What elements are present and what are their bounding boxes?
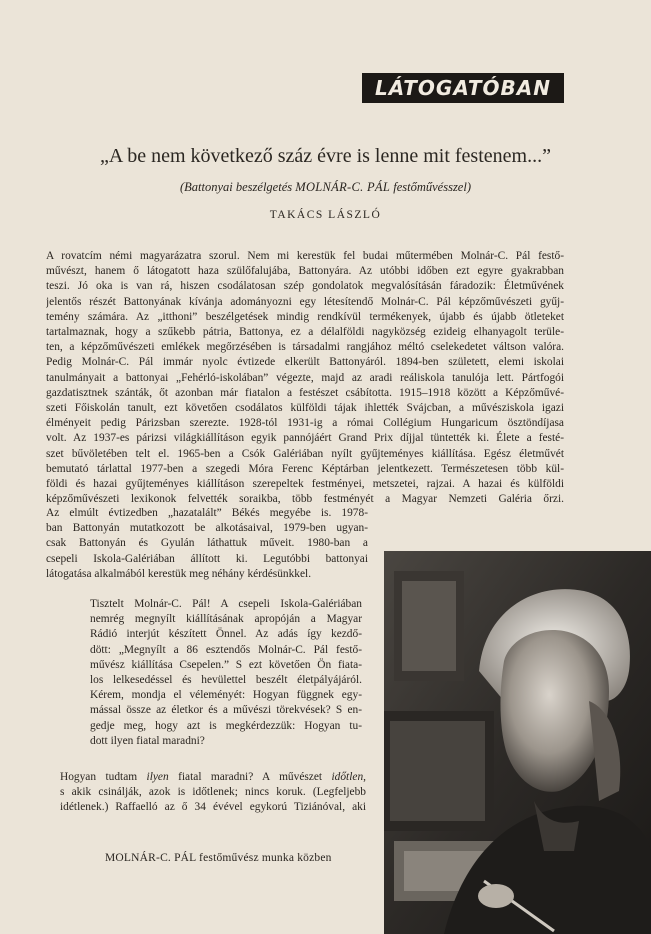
question-line: művész kiállítása Csepelen.” S ezt követően Ön fiata- — [90, 658, 362, 671]
intro-line: csepeli Iskola-Galériában állított ki. Legutóbbi battonyai — [46, 552, 368, 565]
question-line: gedje meg, hogy azt is megkérdezzük: Hogyan tu- — [90, 719, 362, 732]
article-subtitle — [60, 180, 591, 195]
answer-line — [60, 770, 366, 785]
answer-emphasis: időtlen — [331, 771, 364, 783]
intro-line: szet bűvöletében telt el. 1965-ben a Csók Galériában nyílt gyűjteményes kiállítása. Egész életművét — [46, 447, 564, 460]
intro-line: élményeit pedig Párizsban szerezte. 1928-tól 1931-ig a római Collégium Hungaricum ösztöndíjasa — [46, 417, 564, 430]
painter-photo-image — [384, 551, 651, 934]
answer-emphasis: ilyen — [146, 771, 169, 783]
intro-line: ban Battonyán mutatkozott be alkotásaival, 1979-ben ugyan- — [46, 522, 368, 535]
question-line: Tisztelt Molnár-C. Pál! A csepeli Iskola-Galériában — [90, 598, 362, 610]
answer-line: s akik csinálják, azok is időtlenek; nincs koruk. (Legfeljebb — [60, 786, 366, 799]
answer-text: , — [363, 771, 366, 783]
intro-line: képzőművészeti lexikonok felvették soraikba, több festményét a Magyar Nemzeti Galéria őrzi. — [46, 493, 564, 506]
question-line: dött: „Megnyílt a 86 esztendős Molnár-C. Pál festő- — [90, 643, 362, 656]
intro-line: látogatása alkalmából kerestük meg néhány kérdésünkkel. — [46, 567, 312, 580]
intro-line: csak Battonyán és Gyulán láthattuk műveit. 1980-ban a — [46, 537, 368, 550]
painter-photo — [384, 551, 651, 934]
caption-text: festőművész munka közben — [195, 852, 332, 864]
article-headline: „A be nem következő száz évre is lenne mit festenem...” — [100, 145, 551, 167]
article-author: TAKÁCS LÁSZLÓ — [269, 209, 382, 221]
question-line: nemrég megnyílt kiállításának apropóján a Magyar — [90, 613, 362, 626]
intro-line: ten, a képzőművészeti emlékek megőrzésében is társadalmi rangjához méltó cselekedetet váltson valóra. — [46, 341, 564, 354]
intro-line: földi és hazai gyűjteményes kiállításon szerepeltek festményei, metszetei, rajzai. A hazai és külföldi — [46, 478, 564, 491]
caption-name: MOLNÁR-C. PÁL — [105, 852, 196, 864]
subtitle-name: MOLNÁR-C. PÁL — [295, 180, 391, 194]
question-line: los lelkesedéssel és hevülettel beszélt életpályájáról. — [90, 674, 362, 687]
question-line: Kérem, mondja el véleményét: Hogyan függnek egy- — [90, 689, 362, 702]
section-banner-label: LÁTOGATÓBAN — [374, 76, 552, 100]
photo-caption — [105, 852, 375, 864]
answer-text: Hogyan tudtam — [60, 771, 147, 783]
question-line: Rádió interjút készített Önnel. Az adás így kezdő- — [90, 628, 362, 641]
section-banner — [362, 73, 564, 103]
intro-line: volt. Az 1937-es párizsi világkiállításon egyik pannójáért Grand Prix díjjal tüntették ki. Élete a festé- — [46, 432, 564, 445]
interview-question — [90, 597, 362, 749]
intro-line: jelentős részét Battonyának kívánja adományozni egy létesítendő Molnár-C. Pál képzőművészeti gyűj- — [46, 295, 564, 308]
intro-line: tartalmaznak, hogy a szűkebb pátria, Battonya, ez a délalföldi nagyközség ezideig elhanyagolt terüle- — [46, 326, 564, 339]
intro-line: Az elmúlt évtizedben „hazatalált” Békés megyébe is. 1978- — [46, 507, 368, 519]
intro-line: bemutató tárlattal 1977-ben a szegedi Móra Ferenc Képtárban jelentkezett. Természetesen több kül- — [46, 462, 564, 475]
intro-line: tanulmányait a battonyai „Fehérló-iskolában” végezte, majd az aradi reáliskola tanulója lett. Pártfogói — [46, 371, 564, 384]
question-line: mással össze az életkor és a művészi törekvések? S en- — [90, 704, 362, 717]
answer-text: fiatal maradni? A művészet — [168, 771, 332, 783]
subtitle-suffix: festőművésszel) — [390, 180, 471, 194]
subtitle-prefix: (Battonyai beszélgetés — [179, 180, 296, 194]
question-line: dott ilyen fiatal maradni? — [90, 734, 205, 747]
intro-paragraph-continued — [46, 506, 368, 582]
intro-line: Pedig Molnár-C. Pál immár nyolc évtizede elkerült Battonyáról. 1894-ben született, elemi iskolai — [46, 356, 564, 369]
intro-line: művészt, hanem ő látogatott haza szülőfalujába, Battonyára. Az utóbbi időben ezt egyre gyakrabban — [46, 265, 564, 278]
intro-line: teszi. Jó oka is van rá, hiszen csodálatosan szép gondolatok megvalósításán fáradozik: Életművének — [46, 280, 564, 293]
intro-line: temény számára. Az „itthoni” beszélgetések mindig rendkívül termékenyek, újabb és újabb ötleteket — [46, 310, 564, 323]
intro-line: gazdatisztnek szánták, őt azonban már fiatalon a festészet csábította. 1915–1918 között a Képzőművé- — [46, 386, 564, 399]
intro-line: szeti Főiskolán tanult, ezt követően csodálatos külföldi tájak ihlették Svájcban, a művésziskola igazi — [46, 402, 564, 415]
answer-line: idétlenek.) Raffaelló az ő 34 évével egykorú Tiziánóval, aki — [60, 801, 366, 814]
intro-line: A rovatcím némi magyarázatra szorul. Nem mi kerestük fel budai műtermében Molnár-C. Pál festő- — [46, 250, 564, 262]
interview-answer — [60, 770, 366, 816]
intro-paragraph — [46, 249, 564, 507]
